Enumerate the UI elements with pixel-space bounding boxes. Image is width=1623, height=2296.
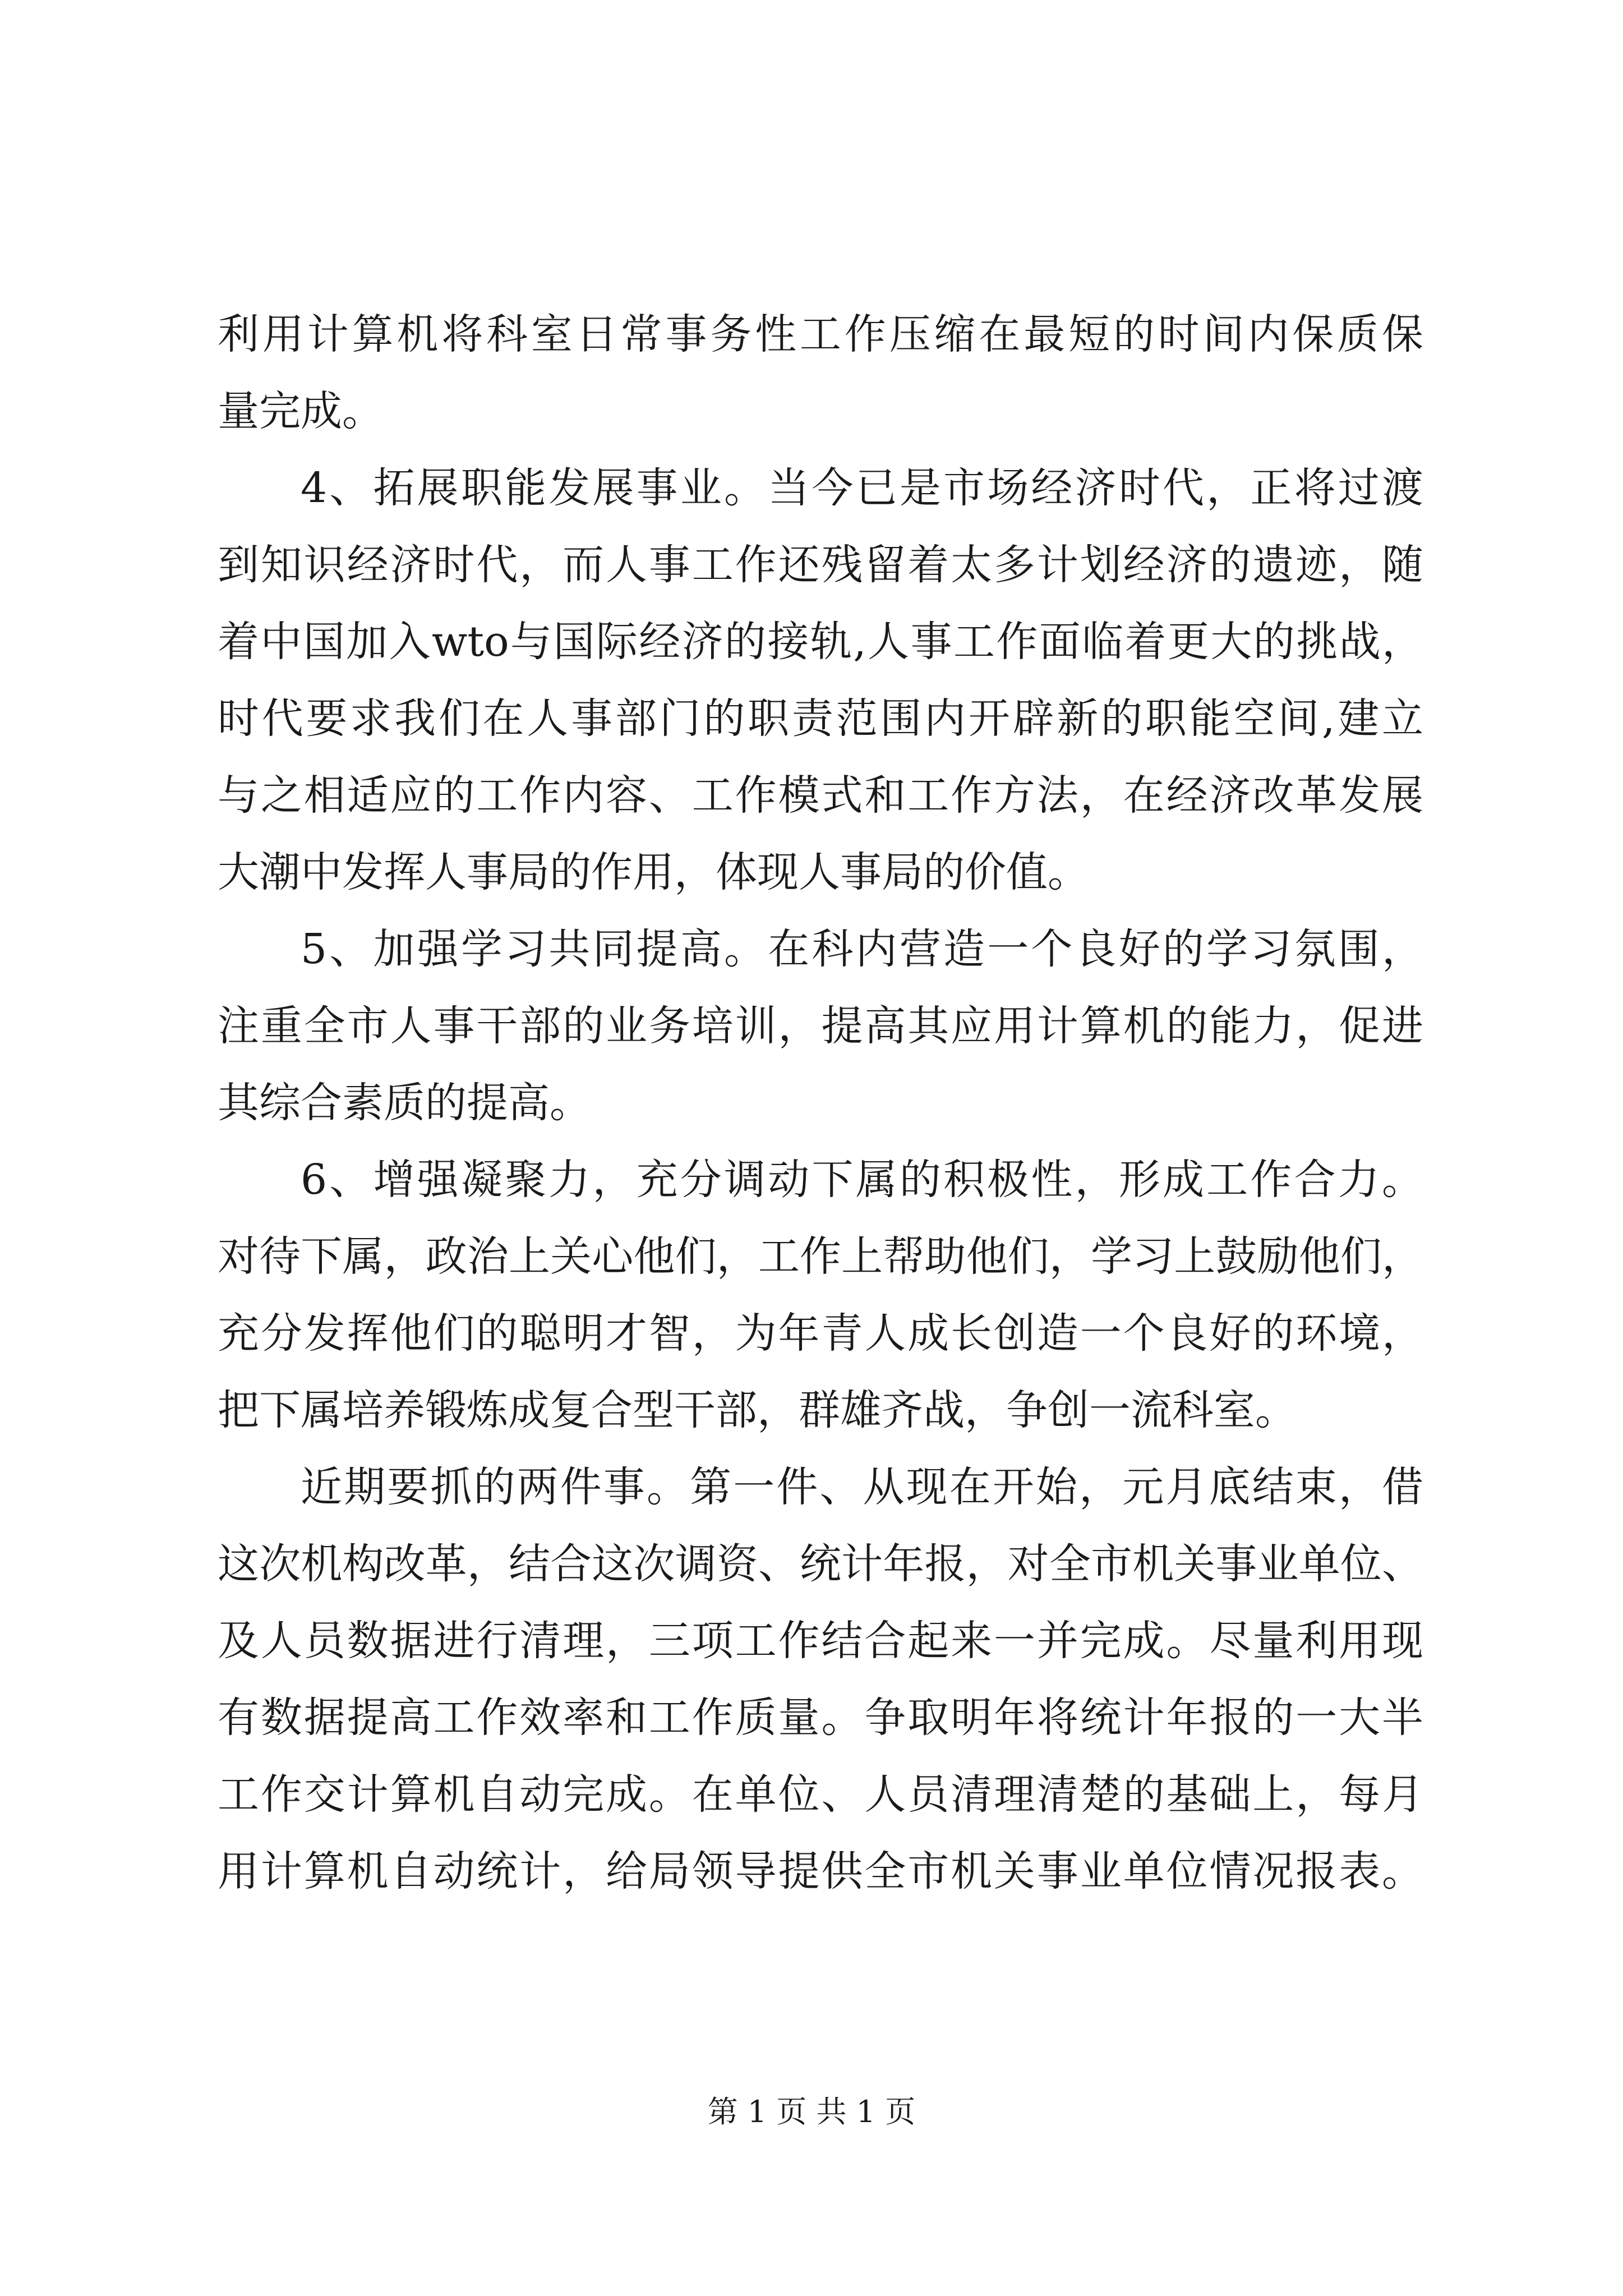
text-line: 5、加强学习共同提高。在科内营造一个良好的学习氛围， (301, 925, 1423, 973)
body-text (218, 296, 1423, 1910)
text-line: 利用计算机将科室日常事务性工作压缩在最短的时间内保质保 (218, 310, 1423, 358)
text-line: 大潮中发挥人事局的作用，体现人事局的价值。 (218, 848, 1089, 896)
text-line: 近期要抓的两件事。第一件、从现在开始，元月底结束，借 (301, 1463, 1423, 1511)
text-line: 4、拓展职能发展事业。当今已是市场经济时代，正将过渡 (301, 464, 1423, 512)
text-line: 把下属培养锻炼成复合型干部，群雄齐战，争创一流科室。 (218, 1386, 1297, 1434)
text-line: 有数据提高工作效率和工作质量。争取明年将统计年报的一大半 (218, 1694, 1423, 1742)
text-line: 量完成。 (218, 387, 384, 435)
text-line: 用计算机自动统计，给局领导提供全市机关事业单位情况报表。 (218, 1847, 1423, 1895)
text-line: 充分发挥他们的聪明才智，为年青人成长创造一个良好的环境， (218, 1309, 1423, 1358)
text-line: 工作交计算机自动完成。在单位、人员清理清楚的基础上，每月 (218, 1770, 1423, 1819)
text-line: 时代要求我们在人事部门的职责范围内开辟新的职能空间,建立 (218, 694, 1423, 743)
text-line: 注重全市人事干部的业务培训，提高其应用计算机的能力，促进 (218, 1002, 1423, 1050)
text-line: 到知识经济时代，而人事工作还残留着太多计划经济的遗迹，随 (218, 541, 1423, 589)
text-line: 其综合素质的提高。 (218, 1079, 591, 1127)
text-line: 对待下属，政治上关心他们，工作上帮助他们，学习上鼓励他们， (218, 1232, 1423, 1281)
text-line: 6、增强凝聚力，充分调动下属的积极性，形成工作合力。 (301, 1156, 1423, 1204)
text-line: 着中国加入wto与国际经济的接轨,人事工作面临着更大的挑战， (218, 618, 1423, 666)
text-line: 及人员数据进行清理，三项工作结合起来一并完成。尽量利用现 (218, 1617, 1423, 1665)
page-footer: 第 1 页 共 1 页 (707, 2094, 916, 2129)
text-line: 与之相适应的工作内容、工作模式和工作方法，在经济改革发展 (218, 771, 1423, 820)
text-line: 这次机构改革，结合这次调资、统计年报，对全市机关事业单位、 (218, 1540, 1423, 1588)
